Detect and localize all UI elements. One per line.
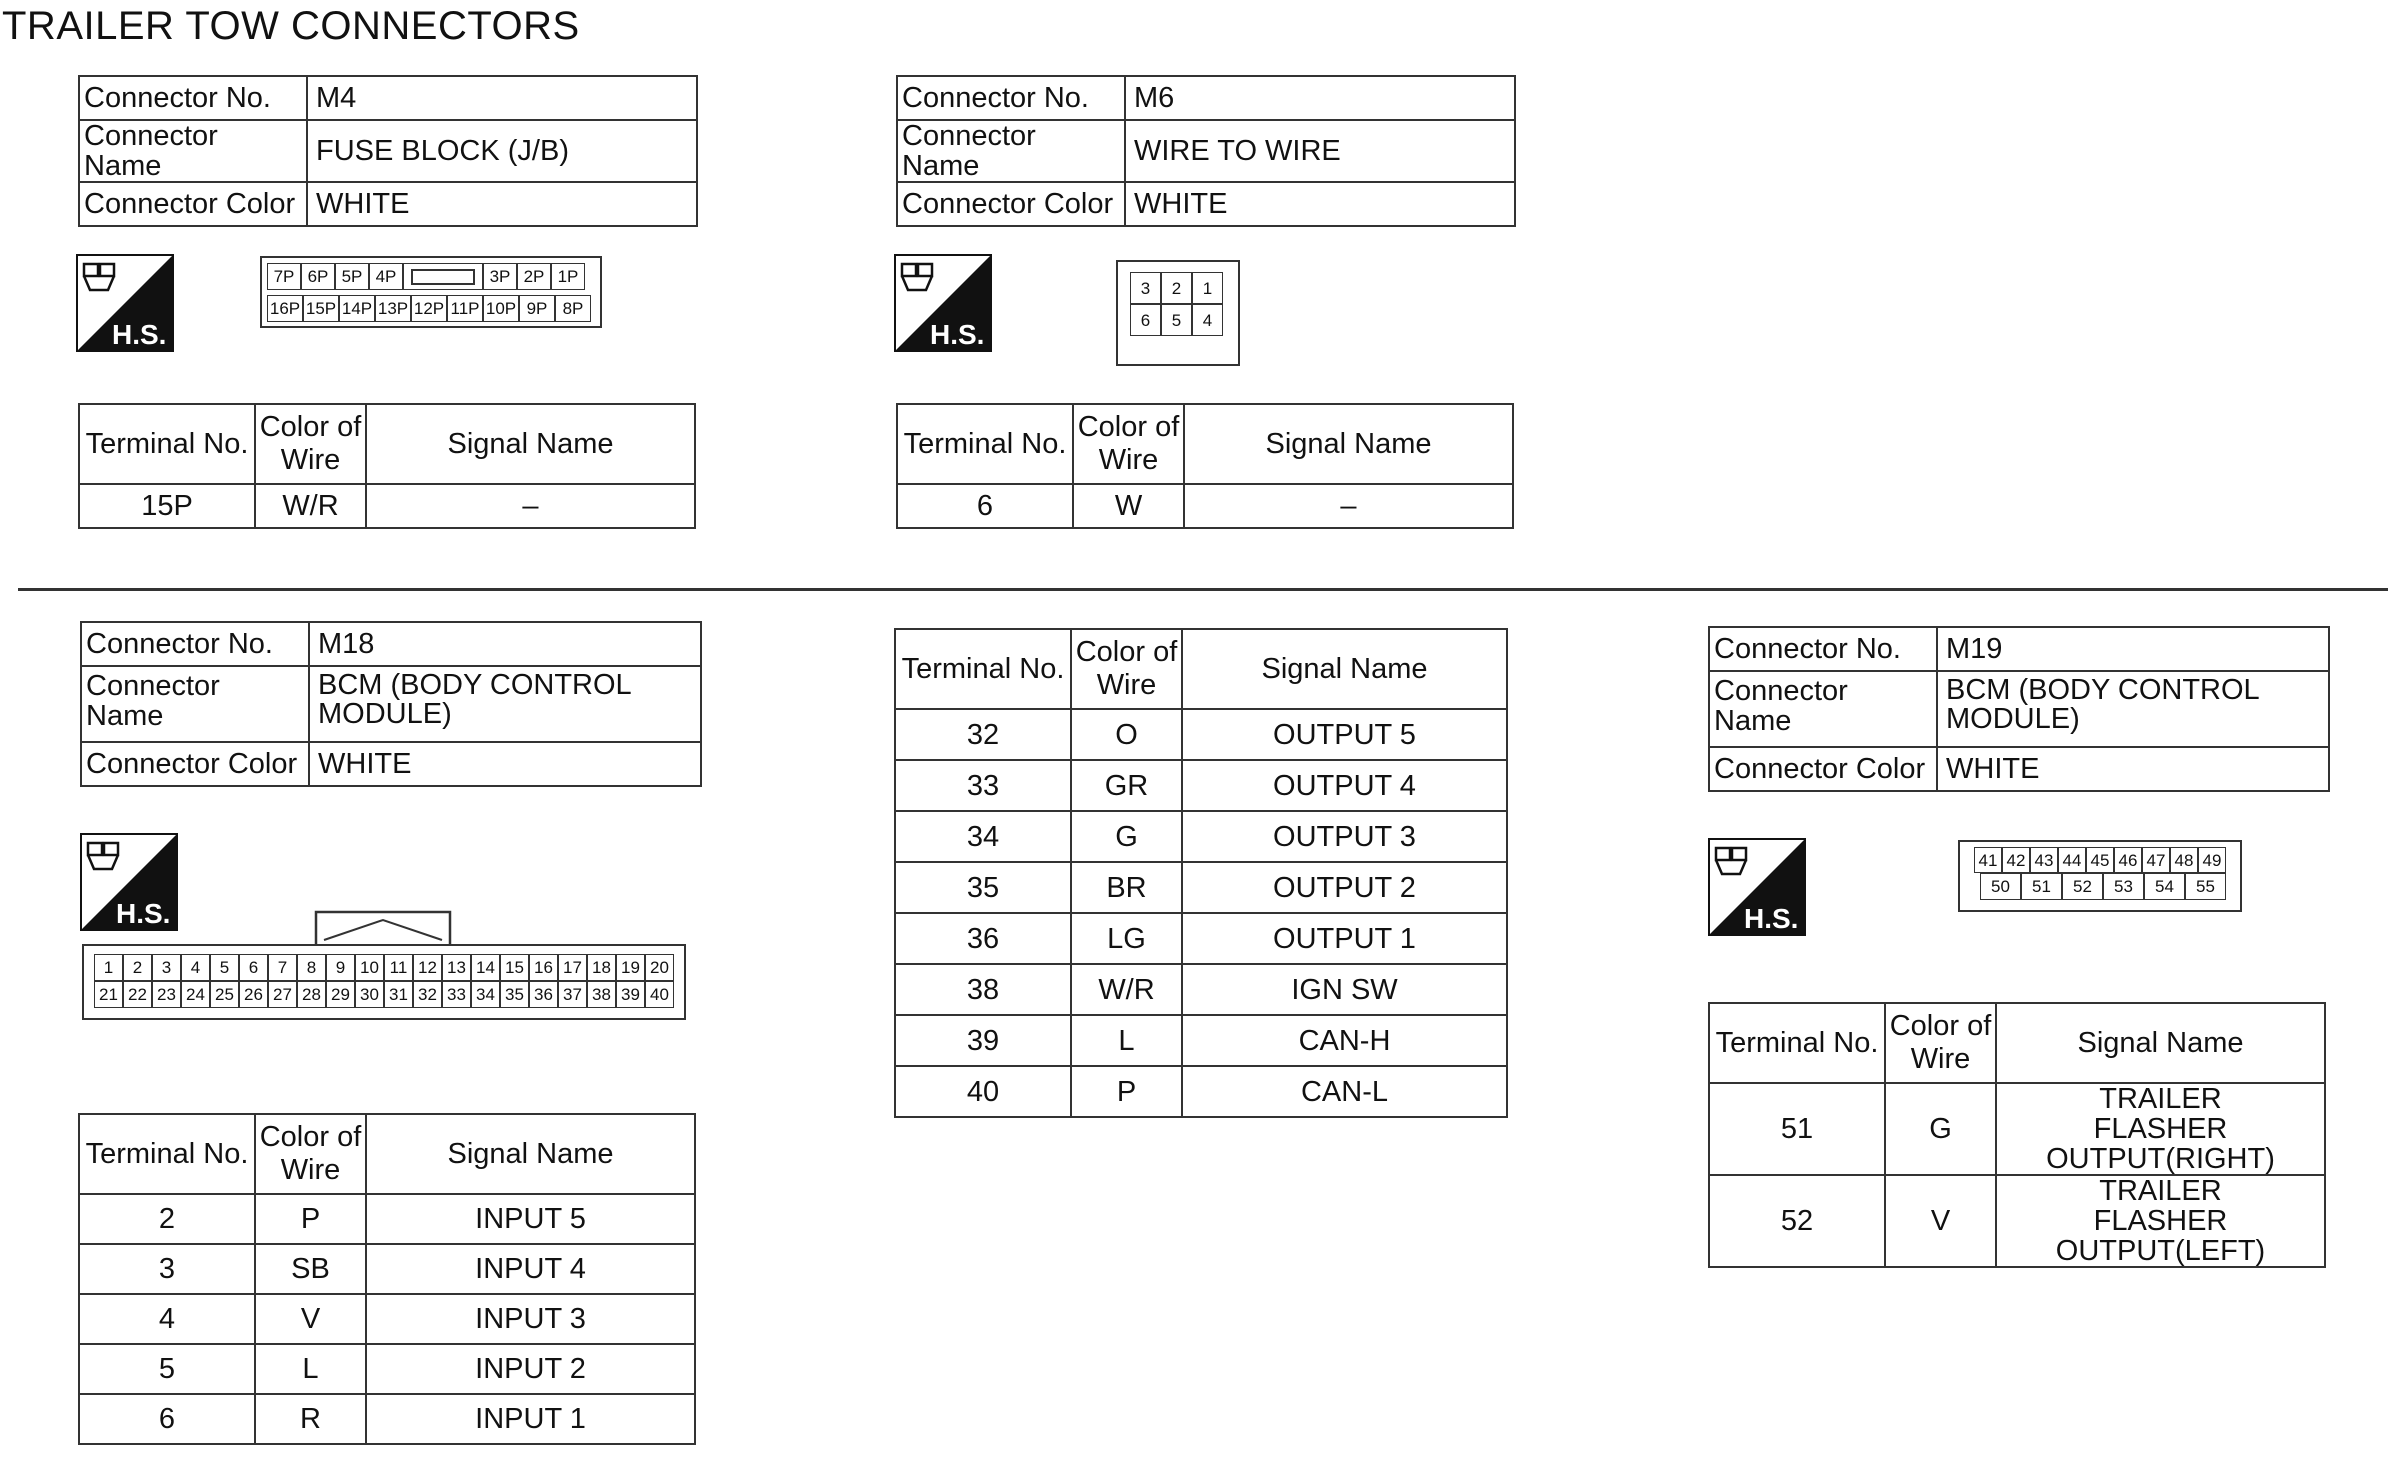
- pin: 22: [123, 981, 152, 1008]
- pin: 33: [442, 981, 471, 1008]
- connector-name-value: WIRE TO WIRE: [1125, 120, 1515, 182]
- table-row: [1709, 1083, 2325, 1175]
- connector-name-value: BCM (BODY CONTROL MODULE): [309, 666, 701, 742]
- header-signal-name: Signal Name: [1996, 1003, 2325, 1083]
- signal-name: TRAILER FLASHER OUTPUT(RIGHT): [1996, 1083, 2325, 1175]
- connector-color-value: WHITE: [307, 182, 697, 226]
- wire-color: GR: [1071, 760, 1182, 811]
- terminal-table-m19: [1708, 1002, 2326, 1268]
- terminal-table-m4: [78, 403, 696, 529]
- table-row: [79, 1244, 695, 1294]
- wire-color: W: [1073, 484, 1184, 528]
- signal-name: OUTPUT 1: [1182, 913, 1507, 964]
- connector-name-value: BCM (BODY CONTROL MODULE): [1937, 671, 2329, 747]
- connector-no-value: M18: [309, 622, 701, 666]
- terminal-no: 5: [79, 1344, 255, 1394]
- label-connector-color: Connector Color: [81, 742, 309, 786]
- wire-color: V: [1885, 1175, 1996, 1267]
- label-connector-no: Connector No.: [897, 76, 1125, 120]
- pin: 23: [152, 981, 181, 1008]
- pin: 27: [268, 981, 297, 1008]
- wire-color: BR: [1071, 862, 1182, 913]
- connector-name-value: FUSE BLOCK (J/B): [307, 120, 697, 182]
- connector-info-table-m18: [80, 621, 702, 787]
- pin: 11P: [447, 295, 483, 322]
- wire-color: L: [1071, 1015, 1182, 1066]
- wire-color: LG: [1071, 913, 1182, 964]
- connector-face-m18: [82, 944, 686, 1020]
- header-terminal-no: Terminal No.: [79, 404, 255, 484]
- pin: 12: [413, 954, 442, 981]
- pin: 21: [94, 981, 123, 1008]
- signal-name: TRAILER FLASHER OUTPUT(LEFT): [1996, 1175, 2325, 1267]
- signal-name: –: [1184, 484, 1513, 528]
- table-row: [895, 964, 1507, 1015]
- terminal-no: 15P: [79, 484, 255, 528]
- terminal-table-m18: [78, 1113, 696, 1445]
- connector-info-table-m4: [78, 75, 698, 227]
- terminal-no: 38: [895, 964, 1071, 1015]
- pin: 46: [2114, 847, 2142, 873]
- signal-name: OUTPUT 4: [1182, 760, 1507, 811]
- label-connector-color: Connector Color: [897, 182, 1125, 226]
- signal-name: –: [366, 484, 695, 528]
- connector-face-m6: [1116, 260, 1240, 366]
- pin: 9P: [519, 295, 555, 322]
- header-terminal-no: Terminal No.: [79, 1114, 255, 1194]
- label-connector-no: Connector No.: [81, 622, 309, 666]
- connector-color-value: WHITE: [1125, 182, 1515, 226]
- terminal-no: 35: [895, 862, 1071, 913]
- pin: 20: [645, 954, 674, 981]
- pin: 8P: [555, 295, 591, 322]
- pin: 35: [500, 981, 529, 1008]
- header-signal-name: Signal Name: [1182, 629, 1507, 709]
- pin: 10P: [483, 295, 519, 322]
- table-row: [895, 709, 1507, 760]
- pin: 51: [2021, 873, 2062, 900]
- signal-name: INPUT 4: [366, 1244, 695, 1294]
- pin-blank: [403, 263, 483, 290]
- pin: 7: [268, 954, 297, 981]
- pin: 5: [210, 954, 239, 981]
- signal-name: INPUT 5: [366, 1194, 695, 1244]
- pin: 5: [1161, 304, 1192, 336]
- table-row: [79, 1294, 695, 1344]
- header-color-of-wire: Color of Wire: [255, 1114, 366, 1194]
- pin: 37: [558, 981, 587, 1008]
- signal-name: INPUT 2: [366, 1344, 695, 1394]
- terminal-no: 40: [895, 1066, 1071, 1117]
- label-connector-color: Connector Color: [1709, 747, 1937, 791]
- pin: 6P: [301, 263, 335, 290]
- pin: 48: [2170, 847, 2198, 873]
- terminal-no: 36: [895, 913, 1071, 964]
- wire-color: W/R: [1071, 964, 1182, 1015]
- label-connector-name: Connector Name: [81, 666, 309, 742]
- header-color-of-wire: Color of Wire: [1073, 404, 1184, 484]
- pin: 26: [239, 981, 268, 1008]
- pin: 25: [210, 981, 239, 1008]
- table-row: [895, 913, 1507, 964]
- wire-color: P: [1071, 1066, 1182, 1117]
- header-color-of-wire: Color of Wire: [1071, 629, 1182, 709]
- pin: 15: [500, 954, 529, 981]
- table-row: [79, 1194, 695, 1244]
- terminal-no: 51: [1709, 1083, 1885, 1175]
- page-title: TRAILER TOW CONNECTORS: [2, 4, 580, 48]
- connector-face-m4: [260, 256, 602, 328]
- pin: 4: [1192, 304, 1223, 336]
- pin: 10: [355, 954, 384, 981]
- pin: 31: [384, 981, 413, 1008]
- connector-no-value: M4: [307, 76, 697, 120]
- terminal-no: 34: [895, 811, 1071, 862]
- pin: 34: [471, 981, 500, 1008]
- header-signal-name: Signal Name: [366, 1114, 695, 1194]
- table-row: [897, 484, 1513, 528]
- terminal-no: 52: [1709, 1175, 1885, 1267]
- pin: 16P: [267, 295, 303, 322]
- wire-color: L: [255, 1344, 366, 1394]
- label-connector-color: Connector Color: [79, 182, 307, 226]
- label-connector-name: Connector Name: [79, 120, 307, 182]
- terminal-no: 6: [79, 1394, 255, 1444]
- connector-no-value: M6: [1125, 76, 1515, 120]
- connector-info-table-m6: [896, 75, 1516, 227]
- signal-name: OUTPUT 2: [1182, 862, 1507, 913]
- pin: 2P: [517, 263, 551, 290]
- pin: 15P: [303, 295, 339, 322]
- terminal-no: 32: [895, 709, 1071, 760]
- hs-label: H.S.: [1744, 903, 1799, 934]
- header-signal-name: Signal Name: [366, 404, 695, 484]
- pin: 43: [2030, 847, 2058, 873]
- pin: 24: [181, 981, 210, 1008]
- pin: 39: [616, 981, 645, 1008]
- pin: 16: [529, 954, 558, 981]
- pin: 29: [326, 981, 355, 1008]
- pin: 54: [2144, 873, 2185, 900]
- hs-label: H.S.: [930, 319, 985, 350]
- wire-color: G: [1071, 811, 1182, 862]
- terminal-no: 2: [79, 1194, 255, 1244]
- signal-name: INPUT 1: [366, 1394, 695, 1444]
- hs-label: H.S.: [116, 898, 171, 929]
- header-terminal-no: Terminal No.: [897, 404, 1073, 484]
- connector-info-table-m19: [1708, 626, 2330, 792]
- pin: 1: [1192, 272, 1223, 304]
- signal-name: OUTPUT 5: [1182, 709, 1507, 760]
- pin: 11: [384, 954, 413, 981]
- header-terminal-no: Terminal No.: [895, 629, 1071, 709]
- pin: 42: [2002, 847, 2030, 873]
- pin-grid: [1130, 272, 1226, 336]
- wire-color: V: [255, 1294, 366, 1344]
- pin: 14P: [339, 295, 375, 322]
- table-row: [895, 811, 1507, 862]
- pin: 19: [616, 954, 645, 981]
- pin: 44: [2058, 847, 2086, 873]
- pin: 38: [587, 981, 616, 1008]
- section-divider: [18, 588, 2388, 591]
- pin: 9: [326, 954, 355, 981]
- pin: 40: [645, 981, 674, 1008]
- table-row: [895, 1066, 1507, 1117]
- pin: 49: [2198, 847, 2226, 873]
- wire-color: SB: [255, 1244, 366, 1294]
- connector-no-value: M19: [1937, 627, 2329, 671]
- label-connector-name: Connector Name: [897, 120, 1125, 182]
- table-row: [895, 760, 1507, 811]
- label-connector-name: Connector Name: [1709, 671, 1937, 747]
- table-row: [895, 1015, 1507, 1066]
- signal-name: OUTPUT 3: [1182, 811, 1507, 862]
- pin: 5P: [335, 263, 369, 290]
- terminal-no: 4: [79, 1294, 255, 1344]
- pin: 6: [1130, 304, 1161, 336]
- pin: 1: [94, 954, 123, 981]
- pin: 52: [2062, 873, 2103, 900]
- terminal-table-m6: [896, 403, 1514, 529]
- pin: 6: [239, 954, 268, 981]
- table-row: [79, 1394, 695, 1444]
- pin: 53: [2103, 873, 2144, 900]
- header-terminal-no: Terminal No.: [1709, 1003, 1885, 1083]
- pin: 47: [2142, 847, 2170, 873]
- pin: 32: [413, 981, 442, 1008]
- pin-row-top: [267, 263, 595, 290]
- header-color-of-wire: Color of Wire: [255, 404, 366, 484]
- pin: 3: [152, 954, 181, 981]
- pin: 7P: [267, 263, 301, 290]
- connector-color-value: WHITE: [309, 742, 701, 786]
- table-row: [895, 862, 1507, 913]
- label-connector-no: Connector No.: [1709, 627, 1937, 671]
- signal-name: CAN-H: [1182, 1015, 1507, 1066]
- pin-row-top: [1974, 847, 2240, 873]
- pin: 18: [587, 954, 616, 981]
- wire-color: O: [1071, 709, 1182, 760]
- terminal-no: 3: [79, 1244, 255, 1294]
- wire-color: G: [1885, 1083, 1996, 1175]
- signal-name: IGN SW: [1182, 964, 1507, 1015]
- signal-name: CAN-L: [1182, 1066, 1507, 1117]
- connector-face-m19: [1958, 840, 2242, 912]
- pin-row-bottom: [1980, 873, 2240, 900]
- table-row: [1709, 1175, 2325, 1267]
- pin: 55: [2185, 873, 2226, 900]
- harness-side-icon: [894, 254, 992, 352]
- pin: 17: [558, 954, 587, 981]
- terminal-no: 6: [897, 484, 1073, 528]
- pin: 13: [442, 954, 471, 981]
- wire-color: P: [255, 1194, 366, 1244]
- terminal-table-m18-continued: [894, 628, 1508, 1118]
- pin: 3: [1130, 272, 1161, 304]
- pin-grid: [94, 954, 674, 1008]
- pin: 50: [1980, 873, 2021, 900]
- pin: 2: [1161, 272, 1192, 304]
- header-color-of-wire: Color of Wire: [1885, 1003, 1996, 1083]
- pin: 14: [471, 954, 500, 981]
- pin: 4: [181, 954, 210, 981]
- pin-row-bottom: [267, 295, 595, 322]
- pin: 41: [1974, 847, 2002, 873]
- label-connector-no: Connector No.: [79, 76, 307, 120]
- pin: 13P: [375, 295, 411, 322]
- header-signal-name: Signal Name: [1184, 404, 1513, 484]
- hs-label: H.S.: [112, 319, 167, 350]
- table-row: [79, 484, 695, 528]
- pin: 12P: [411, 295, 447, 322]
- pin: 36: [529, 981, 558, 1008]
- harness-side-icon: [80, 833, 178, 931]
- terminal-no: 33: [895, 760, 1071, 811]
- pin: 1P: [551, 263, 585, 290]
- signal-name: INPUT 3: [366, 1294, 695, 1344]
- terminal-no: 39: [895, 1015, 1071, 1066]
- pin: 8: [297, 954, 326, 981]
- pin: 4P: [369, 263, 403, 290]
- harness-side-icon: [1708, 838, 1806, 936]
- pin: 30: [355, 981, 384, 1008]
- connector-color-value: WHITE: [1937, 747, 2329, 791]
- table-row: [79, 1344, 695, 1394]
- wire-color: W/R: [255, 484, 366, 528]
- wire-color: R: [255, 1394, 366, 1444]
- pin: 28: [297, 981, 326, 1008]
- pin: 3P: [483, 263, 517, 290]
- harness-side-icon: [76, 254, 174, 352]
- connector-latch-tab: [314, 910, 452, 946]
- pin: 45: [2086, 847, 2114, 873]
- pin: 2: [123, 954, 152, 981]
